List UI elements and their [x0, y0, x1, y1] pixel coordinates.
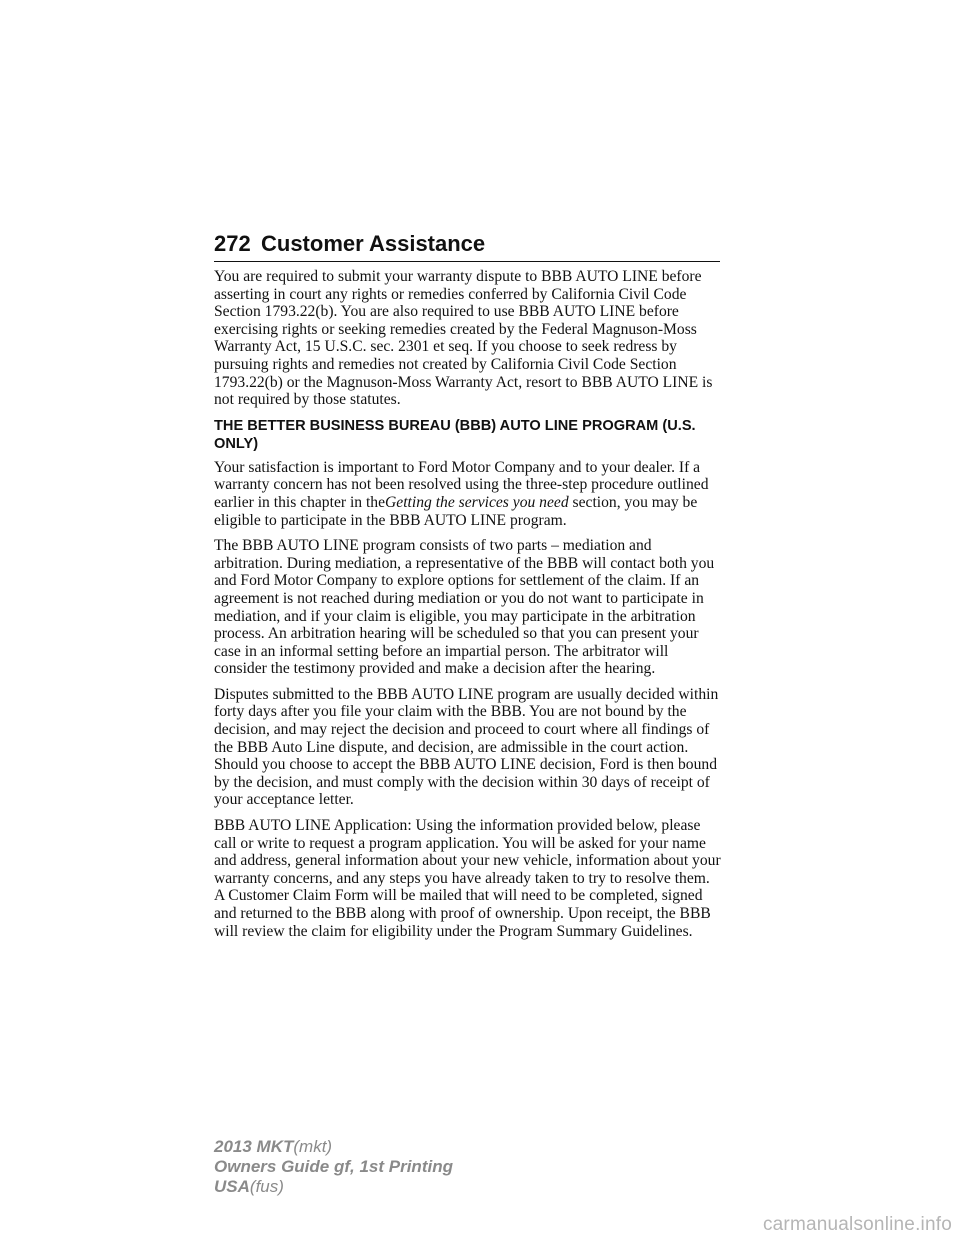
section-heading-bbb-auto-line: THE BETTER BUSINESS BUREAU (BBB) AUTO LINE PROGRAM (U.S. ONLY): [214, 417, 696, 452]
paragraph-warranty-dispute: You are required to submit your warranty dispute to BBB AUTO LINE before asserting in court any rights or remedies conferred by California Civil Code Section 1793.22(b). You are also required to use BBB AUTO LINE before exercising rights or seeking remedies created by the Federal Magnuson-Moss Warranty Act, 15 U.S.C. sec. 2301 et seq. If you choose to seek redress by pursuing rights and remedies not created by California Civil Code Section 1793.22(b) or the Magnuson-Moss Warranty Act, resort to BBB AUTO LINE is not required by those statutes.: [214, 268, 713, 409]
paragraph-application: BBB AUTO LINE Application: Using the information provided below, please call or write to request a program application. You will be asked for your name and address, general information about your new vehicle, information about your warranty concerns, and any steps you have already taken to try to resolve them. A Customer Claim Form will be mailed that will need to be completed, signed and returned to the BBB along with proof of ownership. Upon receipt, the BBB will review the claim for eligibility under the Program Summary Guidelines.: [214, 817, 721, 940]
site-watermark: carmanualsonline.info: [762, 1214, 952, 1235]
paragraph-disputes: Disputes submitted to the BBB AUTO LINE program are usually decided within forty days after you file your claim with the BBB. You are not bound by the decision, and may reject the decision and proceed to court where all findings of the BBB Auto Line dispute, and decision, are admissible in the court action. Should you choose to accept the BBB AUTO LINE decision, Ford is then bound by the decision, and must comply with the decision within 30 days of receipt of your acceptance letter.: [214, 685, 719, 809]
print-footer: [214, 1137, 453, 1197]
footer-line-market: [214, 1177, 453, 1197]
page-content: [214, 268, 722, 948]
paragraph-mediation-arbitration: The BBB AUTO LINE program consists of two parts – mediation and arbitration. During mediation, a representative of the BBB will contact both you and Ford Motor Company to explore options for settlement of the claim. If an agreement is not reached during mediation or you do not want to participate in mediation, and if your claim is eligible, you may participate in the arbitration process. An arbitration hearing will be scheduled so that you can present your case in an informal setting before an impartial person. The arbitrator will consider the testimony provided and make a decision after the hearing.: [214, 537, 715, 678]
footer-model-code: (mkt): [293, 1137, 333, 1156]
paragraph-satisfaction-text: Your satisfaction is important to Ford Motor Company and to your dealer. If a warranty concern has not been resolved using the three-step procedure outlined earlier in this chapter in the: [214, 458, 709, 511]
footer-market-code: (fus): [249, 1177, 284, 1196]
page-header: [214, 228, 720, 262]
page-number: 272: [214, 231, 251, 256]
footer-line-model: [214, 1137, 453, 1157]
footer-market: USA: [214, 1177, 250, 1196]
footer-line-guide: Owners Guide gf, 1st Printing: [214, 1157, 453, 1176]
paragraph-satisfaction-text-end: section, you may be eligible to participate in the BBB AUTO LINE program.: [214, 493, 698, 529]
footer-model: 2013 MKT: [214, 1137, 294, 1156]
paragraph-satisfaction: [214, 459, 722, 529]
section-title: Customer Assistance: [261, 231, 486, 256]
services-section-reference: Getting the services you need: [385, 493, 569, 511]
